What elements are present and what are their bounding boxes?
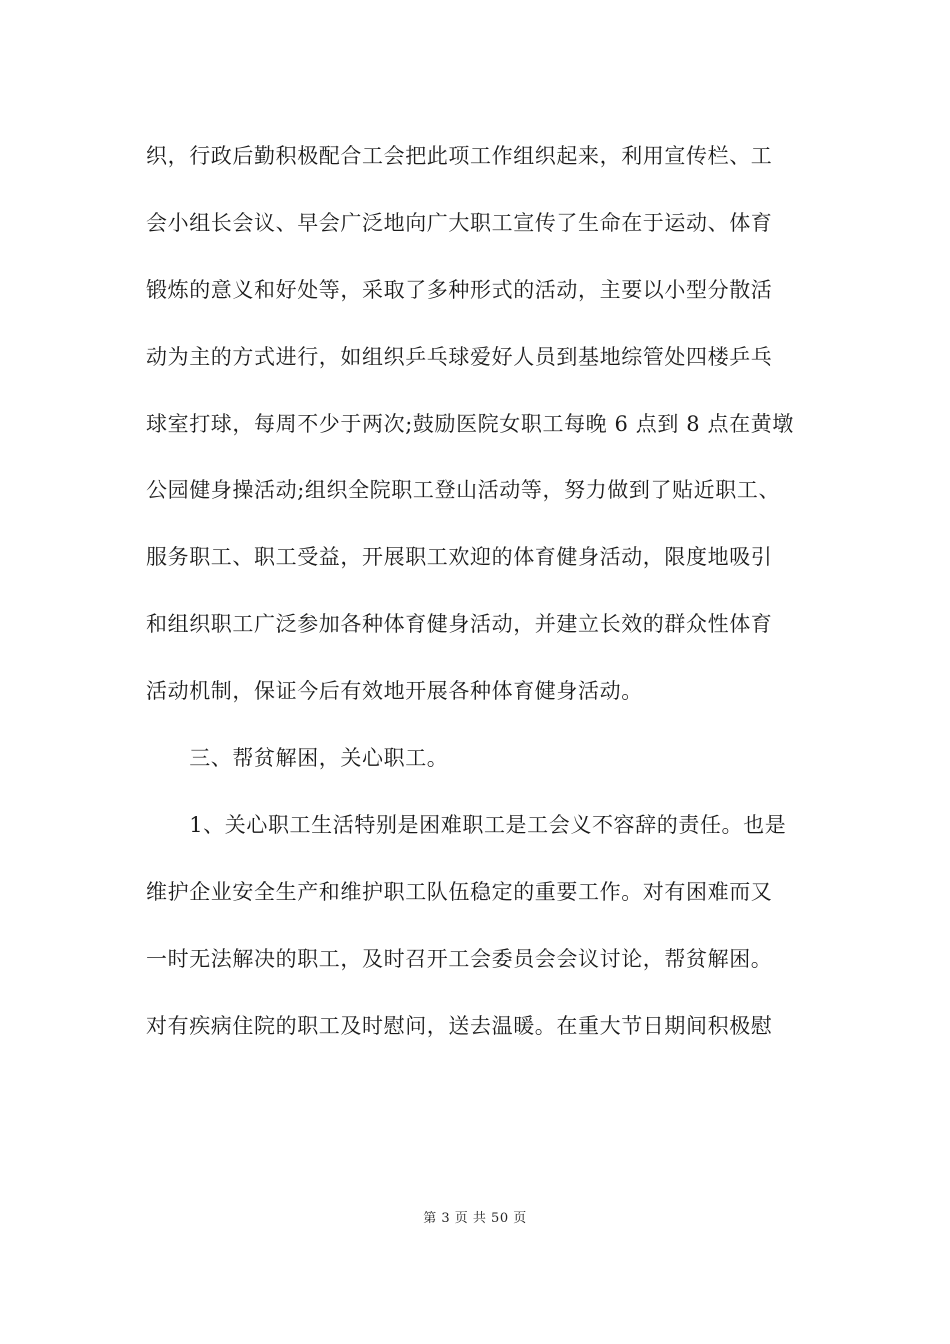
text-line: 活动机制，保证今后有效地开展各种体育健身活动。 — [146, 679, 643, 704]
text-line: 锻炼的意义和好处等，采取了多种形式的活动，主要以小型分散活 — [146, 277, 773, 302]
page-number-footer: 第 3 页 共 50 页 — [423, 1211, 527, 1226]
text-line: 维护企业安全生产和维护职工队伍稳定的重要工作。对有困难而又 — [146, 879, 773, 904]
text-line: 一时无法解决的职工，及时召开工会委员会会议讨论，帮贫解困。 — [146, 946, 773, 971]
text-line: 公园健身操活动;组织全院职工登山活动等，努力做到了贴近职工、 — [146, 478, 781, 503]
text-line: 织，行政后勤积极配合工会把此项工作组织起来，利用宣传栏、工 — [146, 144, 773, 168]
text-line: 会小组长会议、早会广泛地向广大职工宣传了生命在于运动、体育 — [146, 210, 773, 235]
body-text — [146, 130, 826, 1066]
text-line: 1、关心职工生活特别是困难职工是工会义不容辞的责任。也是 — [146, 812, 787, 837]
text-line: 球室打球，每周不少于两次;鼓励医院女职工每晚 6 点到 8 点在黄墩 — [146, 411, 794, 436]
text-line: 服务职工、职工受益，开展职工欢迎的体育健身活动，限度地吸引 — [146, 545, 773, 570]
section-heading: 三、帮贫解困，关心职工。 — [146, 746, 449, 771]
text-line: 动为主的方式进行，如组织乒乓球爱好人员到基地综管处四楼乒乓 — [146, 344, 773, 369]
text-line: 对有疾病住院的职工及时慰问，送去温暖。在重大节日期间积极慰 — [146, 1013, 773, 1038]
text-line: 和组织职工广泛参加各种体育健身活动，并建立长效的群众性体育 — [146, 612, 773, 637]
